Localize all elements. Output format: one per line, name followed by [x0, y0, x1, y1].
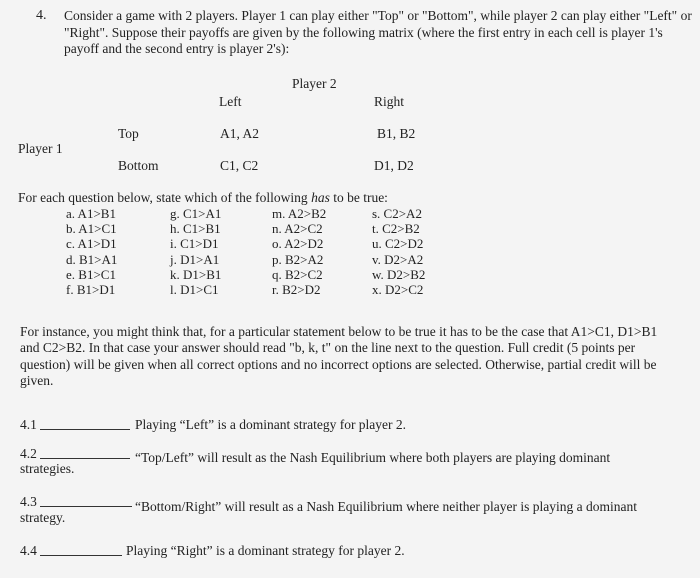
cell-top-right: B1, B2: [377, 126, 416, 141]
option-i: i. C1>D1: [170, 236, 219, 252]
option-w: w. D2>B2: [372, 266, 426, 282]
question-text: Consider a game with 2 players. Player 1 can play either "Top" or "Bottom", while player 2 can play either "Left" or "Right". Suppose their payoffs are given by the following matrix (where the first entry in each cell is player 1's payoff and the second entry is player 2's):: [64, 8, 692, 56]
item-4-1-text: Playing “Left” is a dominant strategy for player 2.: [135, 417, 407, 432]
options-column-4: [372, 206, 425, 297]
option-t: t. C2>B2: [372, 221, 420, 237]
instruction-text: For each question below, state which of the following has to be true:: [18, 190, 388, 205]
item-4-4-text: Playing “Right” is a dominant strategy for player 2.: [126, 543, 405, 558]
option-s: s. C2>A2: [372, 206, 422, 221]
options-column-3: [272, 206, 326, 297]
option-h: h. C1>B1: [170, 221, 221, 237]
item-4-2-number: 4.2: [20, 446, 37, 461]
item-4-4-answer-line[interactable]: [40, 555, 122, 556]
col-right-label: Right: [374, 94, 405, 109]
options-column-2: [170, 206, 221, 297]
option-u: u. C2>D2: [372, 236, 424, 252]
cell-bottom-right: D1, D2: [374, 158, 414, 173]
col-left-label: Left: [219, 94, 242, 109]
item-4-2-text: “Top/Left” will result as the Nash Equilibrium where both players are playing dominant: [135, 450, 611, 465]
option-f: f. B1>D1: [66, 282, 116, 298]
cell-bottom-left: C1, C2: [220, 158, 259, 173]
item-4-1-answer-line[interactable]: [40, 429, 130, 430]
cell-top-left: A1, A2: [220, 126, 260, 141]
player1-label: Player 1: [18, 141, 63, 156]
item-4-4-number: 4.4: [20, 543, 37, 558]
item-4-2-continuation: strategies.: [20, 461, 75, 476]
options-column-1: [66, 206, 117, 297]
item-4-3-text: “Bottom/Right” will result as a Nash Equilibrium where neither player is playing a dominant: [135, 499, 638, 514]
option-n: n. A2>C2: [272, 221, 323, 237]
row-top-label: Top: [118, 126, 139, 141]
question-number: 4.: [36, 8, 47, 23]
option-g: g. C1>A1: [170, 206, 222, 221]
option-o: o. A2>D2: [272, 236, 324, 252]
option-d: d. B1>A1: [66, 251, 118, 267]
player2-label: Player 2: [292, 76, 337, 91]
option-x: x. D2>C2: [372, 282, 424, 298]
option-e: e. B1>C1: [66, 266, 116, 282]
option-q: q. B2>C2: [272, 266, 323, 282]
option-l: l. D1>C1: [170, 282, 219, 298]
example-paragraph: For instance, you might think that, for a particular statement below to be true it has to be the case that A1>C1, D1>B1 and C2>B2. In that case your answer should read "b, k, t" on the line next to the question. Full credit (5 points per question) will be given when all correct options and no incorrect options are selected. Otherwise, partial credit will be given.: [20, 324, 658, 389]
option-b: b. A1>C1: [66, 221, 117, 237]
item-4-3-continuation: strategy.: [20, 510, 66, 525]
option-p: p. B2>A2: [272, 251, 324, 267]
option-m: m. A2>B2: [272, 206, 327, 221]
option-v: v. D2>A2: [372, 251, 424, 267]
option-k: k. D1>B1: [170, 266, 222, 282]
item-4-2-answer-line[interactable]: [40, 458, 130, 459]
row-bottom-label: Bottom: [118, 158, 159, 173]
option-r: r. B2>D2: [272, 282, 321, 298]
option-c: c. A1>D1: [66, 236, 117, 252]
option-a: a. A1>B1: [66, 206, 116, 221]
option-j: j. D1>A1: [170, 251, 220, 267]
item-4-1-number: 4.1: [20, 417, 37, 432]
item-4-3-answer-line[interactable]: [40, 506, 132, 507]
item-4-3-number: 4.3: [20, 494, 37, 509]
instruction-emphasis: has: [311, 190, 330, 205]
